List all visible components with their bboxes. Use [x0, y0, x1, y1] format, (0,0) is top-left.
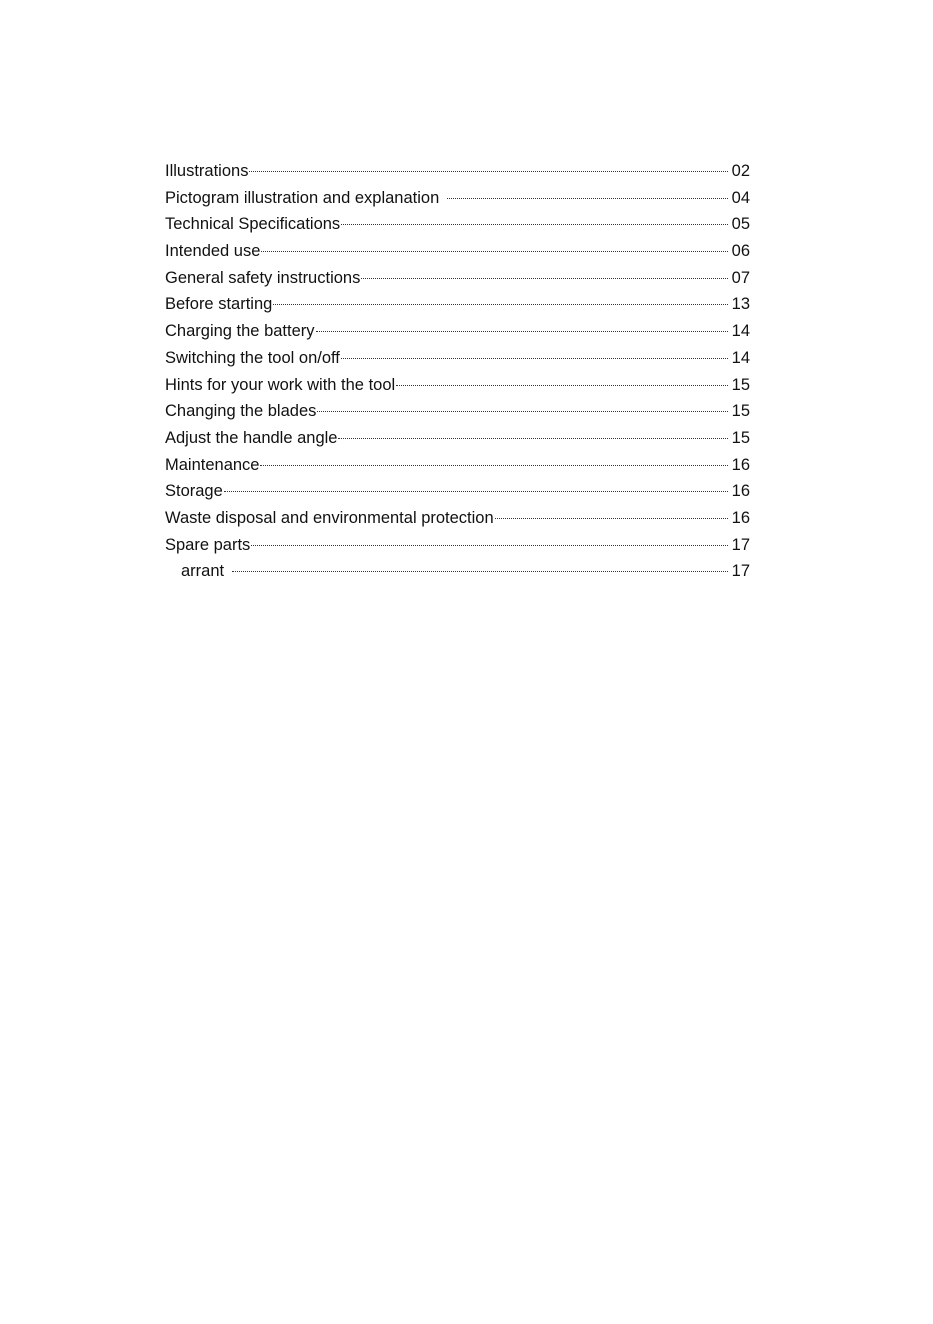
table-of-contents	[165, 158, 750, 585]
toc-entry[interactable]	[165, 185, 750, 212]
toc-entry[interactable]	[165, 318, 750, 345]
dot-leader	[495, 518, 728, 519]
toc-entry[interactable]	[165, 505, 750, 532]
toc-entry-title: Illustrations	[165, 162, 249, 180]
toc-entry[interactable]	[165, 452, 750, 479]
toc-entry-page: 06	[731, 242, 750, 261]
toc-entry-title: Changing the blades	[165, 402, 317, 421]
dot-leader	[251, 545, 728, 546]
toc-entry-title: arrant	[181, 562, 225, 581]
toc-entry-title: Technical Specifications	[165, 215, 341, 234]
dot-leader	[447, 198, 728, 199]
dot-leader	[224, 491, 728, 492]
dot-leader	[341, 358, 728, 359]
dot-leader	[232, 571, 728, 572]
toc-entry[interactable]	[165, 158, 750, 185]
toc-entry-title: General safety instructions	[165, 268, 361, 287]
dot-leader	[316, 331, 728, 332]
toc-entry-title: Intended use	[165, 242, 261, 261]
toc-entry-page: 16	[731, 455, 750, 474]
toc-entry-title: Maintenance	[165, 455, 260, 474]
toc-entry[interactable]	[165, 558, 750, 585]
toc-entry-page: 15	[731, 428, 750, 447]
toc-entry-page: 13	[731, 295, 750, 314]
toc-entry-page: 16	[731, 508, 750, 527]
toc-entry-page: 04	[731, 188, 750, 207]
dot-leader	[396, 385, 728, 386]
toc-entry-title: Storage	[165, 482, 223, 501]
dot-leader	[338, 438, 728, 439]
toc-entry-page: 17	[731, 535, 750, 554]
toc-entry[interactable]	[165, 532, 750, 559]
toc-entry-page: 16	[731, 482, 750, 501]
toc-entry-page: 05	[731, 215, 750, 234]
toc-entry[interactable]	[165, 425, 750, 452]
toc-entry-page: 02	[731, 162, 750, 180]
dot-leader	[249, 171, 728, 172]
dot-leader	[261, 251, 728, 252]
toc-entry-title: Adjust the handle angle	[165, 428, 338, 447]
dot-leader	[273, 304, 728, 305]
toc-entry-title: Pictogram illustration and explanation	[165, 188, 440, 207]
toc-entry[interactable]	[165, 291, 750, 318]
toc-entry-page: 15	[731, 375, 750, 394]
toc-entry[interactable]	[165, 265, 750, 292]
toc-entry[interactable]	[165, 398, 750, 425]
toc-entry-title: Waste disposal and environmental protection	[165, 508, 494, 527]
toc-entry[interactable]	[165, 238, 750, 265]
toc-entry-title: Charging the battery	[165, 322, 315, 341]
dot-leader	[260, 465, 728, 466]
toc-entry-title: Hints for your work with the tool	[165, 375, 396, 394]
toc-entry-title: Spare parts	[165, 535, 251, 554]
dot-leader	[341, 224, 728, 225]
toc-entry[interactable]	[165, 345, 750, 372]
toc-entry[interactable]	[165, 211, 750, 238]
toc-entry-title: Before starting	[165, 295, 273, 314]
toc-entry-title: Switching the tool on/off	[165, 348, 340, 367]
toc-entry-page: 17	[731, 562, 750, 581]
toc-entry-page: 14	[731, 348, 750, 367]
toc-entry-page: 07	[731, 268, 750, 287]
dot-leader	[317, 411, 728, 412]
toc-entry-page: 15	[731, 402, 750, 421]
toc-entry[interactable]	[165, 372, 750, 399]
dot-leader	[361, 278, 728, 279]
toc-entry[interactable]	[165, 478, 750, 505]
toc-entry-page: 14	[731, 322, 750, 341]
